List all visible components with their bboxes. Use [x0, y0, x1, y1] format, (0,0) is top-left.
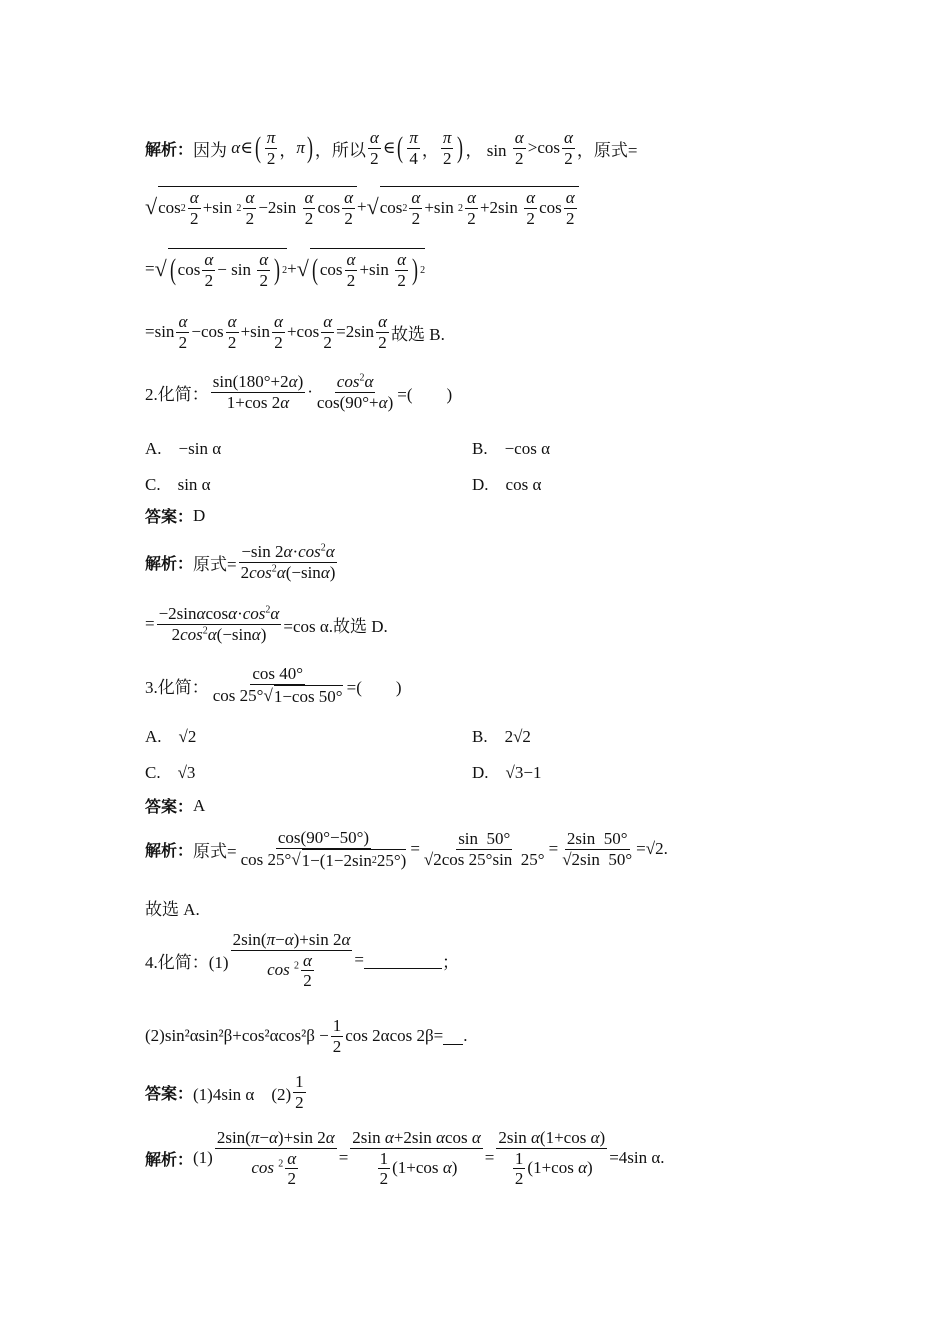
solution-line-2: √ cos 2 $\frac{\alpha}{2}$ +sin 2 $\frac{\alpha}{2}$ −2sin $\frac{\alpha}{2}$ cos $\frac{\alpha}{2}$ + √ cos 2 $\frac{\alpha}{2}$ +sin 2 $\frac{\alpha}{2}$ +2sin $\frac{\alpha}{2}$ cos $\frac{\alpha}{2}$ — [145, 186, 579, 228]
q3-option-a[interactable]: A. √2 — [145, 727, 197, 746]
q2-solution-1: 解析： 原式= $\frac{-\sin 2\alpha\cdot\cos^2\alpha}{2\cos^2\alpha(-\sin\alpha)}$ — [145, 542, 336, 582]
q4-solution: 解析： (1) 2sin(π−α)+sin 2α cos $^2$ $\frac{\alpha}{2}$ = 2sin α+2sin αcos α $\frac{1}{2}$ (1+cos α) = 2sin α(1+cos α) $\frac{1}{2}$ (1+cos α) =4sin α. — [145, 1128, 665, 1189]
conclusion-b: 故选 B. — [391, 324, 445, 344]
solution-line-1: 解析： 因为 α ∈ ( $\frac{\pi}{2}$ ， π ) ， 所以 $\frac{\alpha}{2}$ ∈ ( $\frac{\pi}{4}$ ， $\frac{\pi}{2}$ ) ， sin $\frac{\alpha}{2}$ >cos $\frac{\alpha}{2}$ ， 原式= — [145, 128, 638, 168]
q3-answer: 答案： A — [145, 795, 206, 816]
orig-text: 原式= — [593, 140, 638, 160]
q2-solution-2: = $\frac{-2\sin\alpha\cos\alpha\cdot\cos^2\alpha}{2\cos^2\alpha(-\sin\alpha)}$ =cos α.故选 D. — [145, 604, 388, 644]
because-text: 因为 — [193, 140, 228, 160]
q3-option-c[interactable]: C. √3 — [145, 763, 196, 782]
answer-blank-2[interactable] — [443, 1028, 463, 1045]
q2-number: 2.化简： — [145, 384, 209, 404]
solution-line-4: =sin $\frac{\alpha}{2}$ −cos $\frac{\alpha}{2}$ +sin $\frac{\alpha}{2}$ +cos $\frac{\alpha}{2}$ =2sin $\frac{\alpha}{2}$ 故选 B. — [145, 312, 445, 352]
question-3: 3.化简： cos 40° cos 25° √ 1−cos 50° =( ) — [145, 664, 402, 706]
q3-conclusion: 故选 A. — [145, 900, 200, 919]
q2-answer: 答案： D — [145, 505, 206, 526]
q3-solution: 解析： 原式= cos(90°−50°) cos 25° √ 1−(1−2sin 2 25°) = $\frac{\sin 50^\circ}{√2\cos 25^\circ\sin 25^\circ}$ = $\frac{2\sin 50^\circ}{√2\sin 50^\circ}$ =√2. — [145, 828, 668, 870]
label-jiexi: 解析： — [145, 139, 194, 159]
q2-option-d[interactable]: D. cos α — [472, 475, 542, 494]
solution-line-3: = √ ( cos $\frac{\alpha}{2}$ − sin $\frac{\alpha}{2}$ ) 2 + √ ( cos $\frac{\alpha}{2}$ +sin $\frac{\alpha}{2}$ ) 2 — [145, 250, 426, 290]
so-text: 所以 — [331, 140, 366, 160]
q4-answer: 答案： (1)4sin α (2) $\frac{1}{2}$ — [145, 1072, 304, 1112]
question-4-part-2: (2)sin²αsin²β+cos²αcos²β − $\frac{1}{2}$ cos 2αcos 2β= . — [145, 1016, 468, 1056]
q3-option-d[interactable]: D. √3−1 — [472, 763, 542, 782]
answer-blank-1[interactable] — [364, 952, 442, 969]
q2-option-a[interactable]: A. −sin α — [145, 439, 222, 458]
question-4-part-1: 4.化简：(1) 2sin(π−α)+sin 2α cos $^2$ $\frac{\alpha}{2}$ = ； — [145, 930, 460, 991]
q2-option-c[interactable]: C. sin α — [145, 475, 211, 494]
question-2: 2.化简： $\frac{\sin(180^\circ+2\alpha)}{1+\cos 2\alpha}$ · $\frac{\cos^2\alpha}{\cos(90^\circ+\alpha)}$ =( ) — [145, 372, 453, 412]
q3-option-b[interactable]: B. 2√2 — [472, 727, 531, 746]
q2-option-b[interactable]: B. −cos α — [472, 439, 550, 458]
